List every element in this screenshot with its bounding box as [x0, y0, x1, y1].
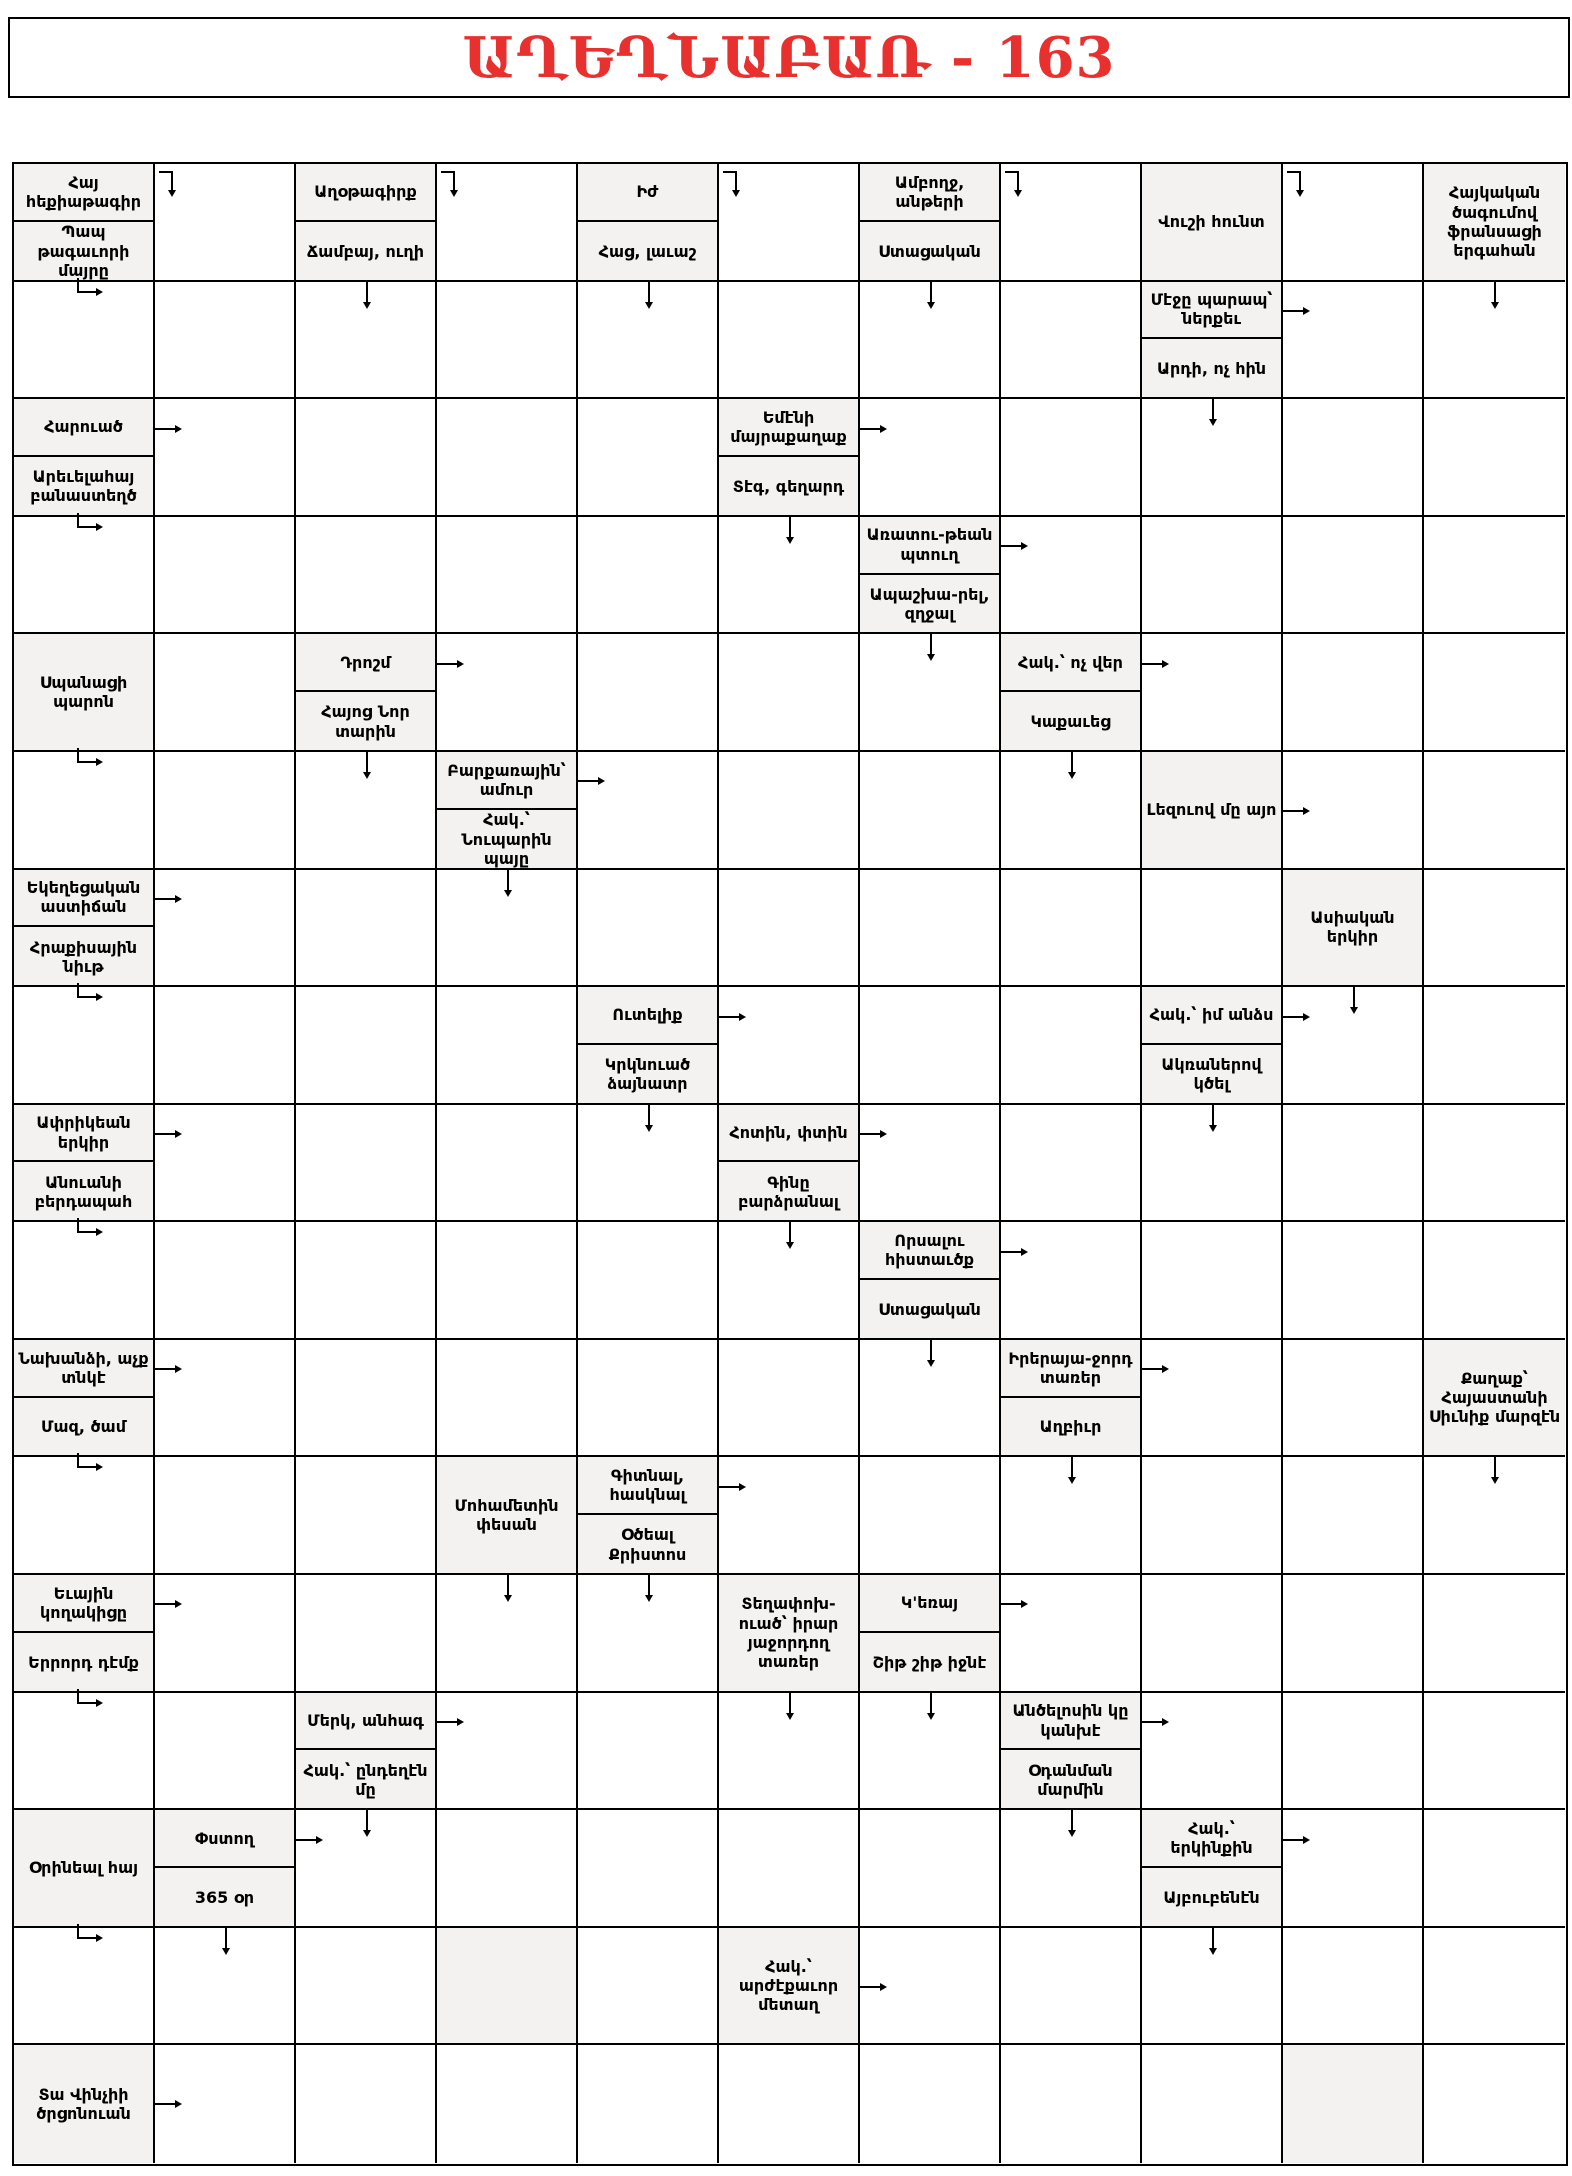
- clue-cell: [860, 517, 1001, 635]
- crossword-grid: [12, 162, 1568, 2166]
- arrow-right-icon: [153, 884, 183, 914]
- answer-cell[interactable]: [719, 2045, 860, 2163]
- arrow-down-icon: [634, 1573, 664, 1603]
- answer-cell[interactable]: [1001, 399, 1142, 517]
- answer-cell[interactable]: [155, 634, 296, 752]
- answer-cell[interactable]: [719, 752, 860, 870]
- clue-cell: [14, 1810, 155, 1928]
- arrow-right-icon: [858, 1972, 888, 2002]
- answer-cell[interactable]: [296, 399, 437, 517]
- arrow-right-icon: [1140, 1707, 1170, 1737]
- clue-cell: [719, 1575, 860, 1693]
- answer-cell[interactable]: [1424, 634, 1565, 752]
- clue-text: Մոհամետին փեսան: [437, 1457, 576, 1573]
- arrow-down-icon: [352, 750, 382, 780]
- arrow-down-icon: [775, 1691, 805, 1721]
- answer-cell[interactable]: [578, 1810, 719, 1928]
- answer-cell[interactable]: [719, 870, 860, 988]
- clue-cell: [1142, 752, 1283, 870]
- clue-cell: [1424, 1340, 1565, 1458]
- answer-cell[interactable]: [578, 870, 719, 988]
- answer-cell[interactable]: [719, 1810, 860, 1928]
- clue-text: Հոտին, փտին: [719, 1105, 858, 1163]
- clue-text: Ճամբայ, ուղի: [296, 223, 435, 280]
- page-title: ԱՂԵՂՆԱԲԱՌ - 163: [462, 24, 1116, 91]
- clue-text: Տեղափոխ-ուած՝ իրար յաջորդող տառեր: [719, 1575, 858, 1691]
- clue-cell: [437, 752, 578, 870]
- answer-cell[interactable]: [1424, 399, 1565, 517]
- answer-cell[interactable]: [296, 870, 437, 988]
- clue-text: Եմէնի մայրաքաղաք: [719, 399, 858, 457]
- clue-text: Հակ.՝ իմ անձս: [1142, 987, 1281, 1045]
- answer-cell[interactable]: [437, 1340, 578, 1458]
- arrow-bend-icon: [74, 509, 104, 539]
- answer-cell[interactable]: [1283, 1693, 1424, 1811]
- clue-text: Ապաշխա-րել, զղջալ: [860, 576, 999, 633]
- answer-cell[interactable]: [1424, 1693, 1565, 1811]
- arrow-bend-icon: [74, 1449, 104, 1479]
- clue-text: Պապ թագաւորի մայրը: [14, 223, 153, 280]
- answer-cell[interactable]: [437, 399, 578, 517]
- arrow-bend-icon: [439, 168, 469, 198]
- answer-cell[interactable]: [1424, 987, 1565, 1105]
- answer-cell[interactable]: [437, 987, 578, 1105]
- clue-text: Եկեղեցական աստիճան: [14, 870, 153, 928]
- clue-cell: [14, 634, 155, 752]
- answer-cell[interactable]: [1001, 987, 1142, 1105]
- clue-text: Մերկ, անհագ: [296, 1693, 435, 1751]
- arrow-right-icon: [576, 766, 606, 796]
- answer-cell[interactable]: [578, 1928, 719, 2046]
- clue-text: Քաղաք՝ Հայաստանի Սիւնիք մարզէն: [1424, 1340, 1565, 1456]
- clue-text: Շիթ շիթ իջնէ: [860, 1634, 999, 1691]
- clue-text: Կրկնուած ձայնատր: [578, 1046, 717, 1103]
- arrow-down-icon: [916, 632, 946, 662]
- answer-cell[interactable]: [1283, 517, 1424, 635]
- clue-cell: [14, 870, 155, 988]
- clue-text: Արդի, ոչ հին: [1142, 340, 1281, 397]
- clue-text: Արեւելահայ բանաստեղծ: [14, 458, 153, 515]
- clue-text: Եւային կողակիցը: [14, 1575, 153, 1633]
- clue-text: Հայ հեքիաթագիր: [14, 164, 153, 222]
- answer-cell[interactable]: [437, 1105, 578, 1223]
- clue-text: Ամբողջ, անթերի: [860, 164, 999, 222]
- clue-cell: [14, 1575, 155, 1693]
- arrow-down-icon: [211, 1926, 241, 1956]
- answer-cell[interactable]: [155, 752, 296, 870]
- arrow-down-icon: [916, 1691, 946, 1721]
- clue-text: Ափրիկեան երկիր: [14, 1105, 153, 1163]
- clue-text: Կաքաւեց: [1001, 693, 1140, 750]
- answer-cell[interactable]: [1142, 1575, 1283, 1693]
- answer-cell[interactable]: [860, 752, 1001, 870]
- answer-cell[interactable]: [296, 1222, 437, 1340]
- clue-text: Հրաքիսային նիւթ: [14, 928, 153, 985]
- clue-cell: [860, 1575, 1001, 1693]
- clue-text: Աղբիւր: [1001, 1399, 1140, 1456]
- arrow-down-icon: [493, 1573, 523, 1603]
- answer-cell[interactable]: [1283, 634, 1424, 752]
- clue-text: Օծեալ Քրիստոս: [578, 1516, 717, 1573]
- arrow-down-icon: [1480, 1455, 1510, 1485]
- clue-cell: [14, 164, 155, 282]
- answer-cell[interactable]: [860, 870, 1001, 988]
- clue-text: Հակ.՝ ընդեղէն մը: [296, 1751, 435, 1808]
- clue-text: Առատու-թեան պտուղ: [860, 517, 999, 575]
- clue-cell: [1001, 634, 1142, 752]
- arrow-bend-icon: [1285, 168, 1315, 198]
- answer-cell[interactable]: [296, 1928, 437, 2046]
- clue-text: Երրորդ դէմք: [14, 1634, 153, 1691]
- clue-cell: [1142, 282, 1283, 400]
- arrow-down-icon: [1198, 397, 1228, 427]
- answer-cell[interactable]: [1283, 399, 1424, 517]
- clue-text: Հայկական ծագումով ֆրանսացի երգահան: [1424, 164, 1565, 280]
- clue-cell: [578, 987, 719, 1105]
- arrow-down-icon: [634, 1103, 664, 1133]
- answer-cell[interactable]: [578, 2045, 719, 2163]
- arrow-down-icon: [916, 280, 946, 310]
- answer-cell[interactable]: [1142, 1457, 1283, 1575]
- clue-cell: [296, 634, 437, 752]
- answer-cell[interactable]: [155, 1693, 296, 1811]
- blocked-cell: [437, 1928, 578, 2046]
- answer-cell[interactable]: [1001, 1105, 1142, 1223]
- title-banner: [8, 17, 1570, 98]
- clue-text: Ստացական: [860, 1281, 999, 1338]
- answer-cell[interactable]: [1283, 1928, 1424, 2046]
- answer-cell[interactable]: [1424, 2045, 1565, 2163]
- answer-cell[interactable]: [860, 987, 1001, 1105]
- arrow-down-icon: [1339, 985, 1369, 1015]
- clue-cell: [296, 1693, 437, 1811]
- clue-cell: [1283, 870, 1424, 988]
- clue-text: Հակ.՝ երկինքին: [1142, 1810, 1281, 1868]
- clue-text: Անծելոսին կը կանխէ: [1001, 1693, 1140, 1751]
- clue-text: Լեզուով մը այո: [1142, 752, 1281, 868]
- answer-cell[interactable]: [1142, 517, 1283, 635]
- arrow-down-icon: [1198, 1926, 1228, 1956]
- arrow-right-icon: [858, 1119, 888, 1149]
- arrow-down-icon: [352, 1808, 382, 1838]
- clue-text: Մէջը պարապ՝ ներքեւ: [1142, 282, 1281, 340]
- clue-text: Օրինեալ հայ: [14, 1810, 153, 1926]
- clue-text: Դրոշմ: [296, 634, 435, 692]
- clue-text: Նախանձի, աչք տնկէ: [14, 1340, 153, 1398]
- answer-cell[interactable]: [578, 517, 719, 635]
- arrow-right-icon: [153, 1119, 183, 1149]
- answer-cell[interactable]: [1424, 870, 1565, 988]
- clue-text: Փստող: [155, 1810, 294, 1868]
- answer-cell[interactable]: [437, 1810, 578, 1928]
- clue-cell: [296, 164, 437, 282]
- arrow-bend-icon: [721, 168, 751, 198]
- arrow-bend-icon: [1003, 168, 1033, 198]
- arrow-down-icon: [352, 280, 382, 310]
- clue-cell: [14, 1105, 155, 1223]
- arrow-right-icon: [999, 1237, 1029, 1267]
- answer-cell[interactable]: [1283, 1575, 1424, 1693]
- answer-cell[interactable]: [1283, 1105, 1424, 1223]
- answer-cell[interactable]: [1424, 1105, 1565, 1223]
- answer-cell[interactable]: [1142, 2045, 1283, 2163]
- clue-cell: [14, 399, 155, 517]
- arrow-right-icon: [153, 1589, 183, 1619]
- clue-cell: [578, 164, 719, 282]
- answer-cell[interactable]: [1283, 1222, 1424, 1340]
- answer-cell[interactable]: [296, 1105, 437, 1223]
- answer-cell[interactable]: [296, 987, 437, 1105]
- answer-cell[interactable]: [1001, 870, 1142, 988]
- answer-cell[interactable]: [1424, 1575, 1565, 1693]
- answer-cell[interactable]: [437, 2045, 578, 2163]
- arrow-down-icon: [1480, 280, 1510, 310]
- clue-cell: [719, 399, 860, 517]
- clue-text: Մազ, ծամ: [14, 1399, 153, 1456]
- answer-cell[interactable]: [155, 282, 296, 400]
- clue-text: Ստացական: [860, 223, 999, 280]
- arrow-bend-icon: [157, 168, 187, 198]
- answer-cell[interactable]: [1424, 1222, 1565, 1340]
- answer-cell[interactable]: [1424, 1810, 1565, 1928]
- arrow-down-icon: [775, 1220, 805, 1250]
- answer-cell[interactable]: [296, 1575, 437, 1693]
- arrow-right-icon: [1281, 1825, 1311, 1855]
- arrow-down-icon: [1057, 1808, 1087, 1838]
- answer-cell[interactable]: [719, 282, 860, 400]
- answer-cell[interactable]: [1424, 1928, 1565, 2046]
- arrow-right-icon: [1140, 1354, 1170, 1384]
- clue-text: Գինը բարձրանալ: [719, 1163, 858, 1220]
- arrow-right-icon: [999, 531, 1029, 561]
- clue-text: Հաց, լաւաշ: [578, 223, 717, 280]
- answer-cell[interactable]: [437, 517, 578, 635]
- answer-cell[interactable]: [296, 1457, 437, 1575]
- clue-text: Հայոց Նոր տարին: [296, 693, 435, 750]
- answer-cell[interactable]: [437, 1222, 578, 1340]
- answer-cell[interactable]: [860, 1457, 1001, 1575]
- arrow-right-icon: [717, 1472, 747, 1502]
- clue-text: Այբուբենէն: [1142, 1869, 1281, 1926]
- arrow-right-icon: [1281, 1002, 1311, 1032]
- arrow-bend-icon: [74, 1920, 104, 1950]
- clue-text: Տէգ, գեղարդ: [719, 458, 858, 515]
- arrow-right-icon: [435, 649, 465, 679]
- arrow-right-icon: [153, 414, 183, 444]
- clue-cell: [578, 1457, 719, 1575]
- answer-cell[interactable]: [1283, 1340, 1424, 1458]
- arrow-right-icon: [294, 1825, 324, 1855]
- arrow-bend-icon: [74, 274, 104, 304]
- clue-cell: [14, 2045, 155, 2163]
- clue-cell: [1142, 1810, 1283, 1928]
- clue-cell: [1001, 1340, 1142, 1458]
- clue-text: Տա Վինչիի ծրցոնուան: [14, 2045, 153, 2163]
- answer-cell[interactable]: [578, 399, 719, 517]
- arrow-bend-icon: [74, 1214, 104, 1244]
- answer-cell[interactable]: [155, 1457, 296, 1575]
- clue-text: 365 օր: [155, 1869, 294, 1926]
- answer-cell[interactable]: [578, 634, 719, 752]
- clue-text: Գիտնալ, հասկնալ: [578, 1457, 717, 1515]
- answer-cell[interactable]: [155, 517, 296, 635]
- answer-cell[interactable]: [578, 1222, 719, 1340]
- clue-cell: [1142, 987, 1283, 1105]
- answer-cell[interactable]: [860, 1810, 1001, 1928]
- answer-cell[interactable]: [1001, 2045, 1142, 2163]
- arrow-down-icon: [1057, 750, 1087, 780]
- arrow-right-icon: [1281, 296, 1311, 326]
- answer-cell[interactable]: [719, 1340, 860, 1458]
- answer-cell[interactable]: [1424, 752, 1565, 870]
- arrow-right-icon: [1140, 649, 1170, 679]
- arrow-down-icon: [916, 1338, 946, 1368]
- arrow-down-icon: [1057, 1455, 1087, 1485]
- arrow-right-icon: [1281, 796, 1311, 826]
- answer-cell[interactable]: [155, 987, 296, 1105]
- clue-cell: [14, 1340, 155, 1458]
- clue-text: Վուշի հունտ: [1142, 164, 1281, 280]
- arrow-down-icon: [493, 868, 523, 898]
- clue-cell: [860, 1222, 1001, 1340]
- clue-cell: [155, 1810, 296, 1928]
- arrow-right-icon: [999, 1589, 1029, 1619]
- clue-text: Բարքառային՝ ամուր: [437, 752, 576, 810]
- clue-text: Ասիական երկիր: [1283, 870, 1422, 986]
- clue-text: Հակ.՝ Նուպարին պայը: [437, 811, 576, 868]
- arrow-right-icon: [435, 1707, 465, 1737]
- arrow-down-icon: [775, 515, 805, 545]
- arrow-bend-icon: [74, 979, 104, 1009]
- clue-cell: [437, 1457, 578, 1575]
- answer-cell[interactable]: [437, 282, 578, 400]
- arrow-right-icon: [717, 1002, 747, 1032]
- clue-text: Աղօթագիրք: [296, 164, 435, 222]
- answer-cell[interactable]: [1142, 870, 1283, 988]
- answer-cell[interactable]: [296, 1340, 437, 1458]
- answer-cell[interactable]: [719, 634, 860, 752]
- clue-cell: [1424, 164, 1565, 282]
- blocked-cell: [1283, 2045, 1424, 2163]
- clue-cell: [1001, 1693, 1142, 1811]
- answer-cell[interactable]: [860, 2045, 1001, 2163]
- clue-text: Անուանի բերդապահ: [14, 1163, 153, 1220]
- clue-text: Սպանացի պարոն: [14, 634, 153, 750]
- answer-cell[interactable]: [578, 1693, 719, 1811]
- clue-text: Հարուած: [14, 399, 153, 457]
- clue-text: Իժ: [578, 164, 717, 222]
- clue-text: Օդանման մարմին: [1001, 1751, 1140, 1808]
- clue-text: Ակռաներով կծել: [1142, 1046, 1281, 1103]
- arrow-right-icon: [858, 414, 888, 444]
- answer-cell[interactable]: [1283, 1457, 1424, 1575]
- answer-cell[interactable]: [578, 1340, 719, 1458]
- clue-text: Հակ.՝ ոչ վեր: [1001, 634, 1140, 692]
- arrow-bend-icon: [74, 1685, 104, 1715]
- clue-cell: [719, 1928, 860, 2046]
- arrow-down-icon: [634, 280, 664, 310]
- answer-cell[interactable]: [155, 1222, 296, 1340]
- clue-text: Հակ.՝ արժէքաւոր մետաղ: [719, 1928, 858, 2044]
- answer-cell[interactable]: [1424, 517, 1565, 635]
- answer-cell[interactable]: [296, 2045, 437, 2163]
- clue-text: Ուտելիք: [578, 987, 717, 1045]
- arrow-down-icon: [1198, 1103, 1228, 1133]
- answer-cell[interactable]: [1001, 1928, 1142, 2046]
- clue-cell: [1142, 164, 1283, 282]
- clue-cell: [719, 1105, 860, 1223]
- clue-cell: [860, 164, 1001, 282]
- answer-cell[interactable]: [1142, 1222, 1283, 1340]
- answer-cell[interactable]: [1001, 282, 1142, 400]
- clue-text: Կ'եռայ: [860, 1575, 999, 1633]
- answer-cell[interactable]: [296, 517, 437, 635]
- arrow-bend-icon: [74, 744, 104, 774]
- arrow-right-icon: [153, 1354, 183, 1384]
- clue-text: Իրերայա-ջորդ տառեր: [1001, 1340, 1140, 1398]
- arrow-right-icon: [153, 2089, 183, 2119]
- clue-text: Որսալու հիստաւծք: [860, 1222, 999, 1280]
